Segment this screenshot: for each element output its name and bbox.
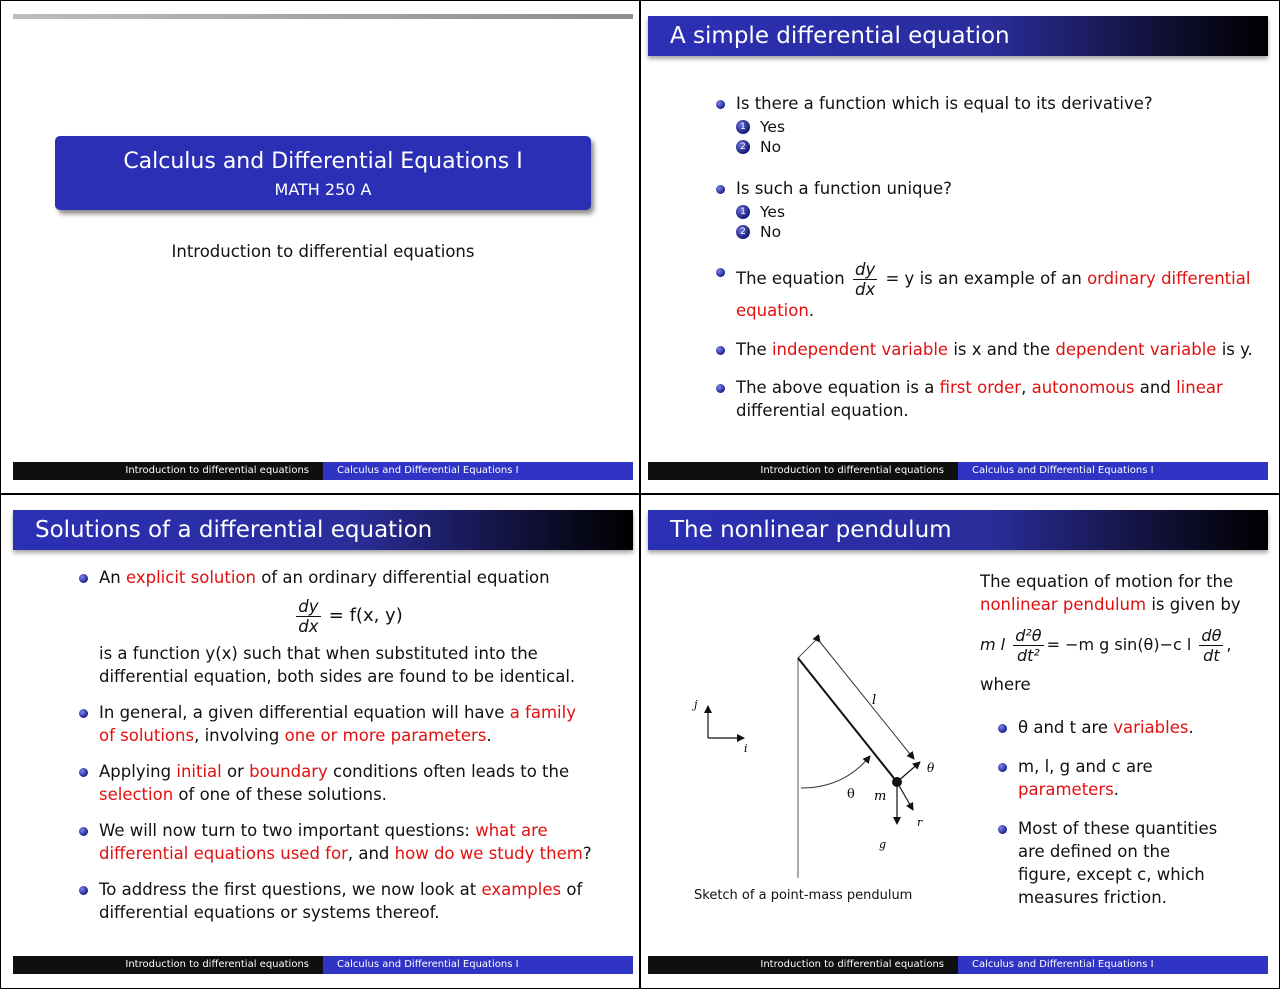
title-block xyxy=(55,136,591,210)
bullet-item xyxy=(714,376,1254,422)
number-badge: 2 xyxy=(736,225,750,239)
text: = y xyxy=(885,269,915,288)
text: We will now turn to two important questions: xyxy=(99,821,470,840)
highlight: nonlinear pendulum xyxy=(980,595,1147,614)
intro-text xyxy=(980,570,1270,616)
highlight: what are differential equations used for xyxy=(99,821,548,863)
slide-title xyxy=(13,6,633,486)
question-1: Is there a function which is equal to its derivative? xyxy=(736,94,1153,113)
text: Applying xyxy=(99,762,172,781)
footer-left: Introduction to differential equations xyxy=(648,462,958,480)
number-badge: 2 xyxy=(736,140,750,154)
bullet-item xyxy=(77,760,597,806)
option-item xyxy=(736,222,1254,242)
figure-caption: Sketch of a point-mass pendulum xyxy=(694,888,913,903)
course-code: MATH 250 A xyxy=(274,180,372,199)
text: . xyxy=(808,301,815,320)
footer-left: Introduction to differential equations xyxy=(13,462,323,480)
highlight: linear xyxy=(1176,378,1223,397)
text: An xyxy=(99,568,121,587)
right-column xyxy=(980,570,1270,909)
highlight: autonomous xyxy=(1031,378,1135,397)
bullet-item xyxy=(996,716,1226,739)
footer xyxy=(648,462,1268,480)
footer xyxy=(648,956,1268,974)
highlight: ordinary differential equation xyxy=(736,269,1251,320)
highlight: variables xyxy=(1113,718,1189,737)
text: of an ordinary differential equation xyxy=(261,568,550,587)
highlight: dependent variable xyxy=(1055,340,1217,359)
text: . xyxy=(1113,780,1119,799)
footer xyxy=(13,462,633,480)
slide-solutions xyxy=(13,500,633,980)
text: In general, a given differential equation will have xyxy=(99,703,505,722)
label-theta: θ xyxy=(847,787,855,802)
text: is given by xyxy=(1151,595,1241,614)
denominator: dx xyxy=(298,617,319,636)
footer-left: Introduction to differential equations xyxy=(13,956,323,974)
text: is an example of an xyxy=(919,269,1082,288)
text: m, l, g and c are xyxy=(1018,757,1153,776)
bullet-item xyxy=(714,260,1254,322)
highlight: first order xyxy=(939,378,1022,397)
text: , and xyxy=(347,844,390,863)
footer-right: Calculus and Differential Equations I xyxy=(323,956,633,974)
bullet-list xyxy=(714,92,1254,422)
highlight: parameters xyxy=(1018,780,1114,799)
length-dimension xyxy=(820,642,914,759)
footer-left: Introduction to differential equations xyxy=(648,956,958,974)
text: of one of these solutions. xyxy=(178,785,387,804)
slide-simple-de xyxy=(648,6,1268,486)
bullet-item xyxy=(77,701,597,747)
highlight: how do we study them xyxy=(394,844,583,863)
slide-title: Solutions of a differential equation xyxy=(13,510,633,550)
bullet-item xyxy=(77,878,597,924)
slide-title: The nonlinear pendulum xyxy=(648,510,1268,550)
bullet-list xyxy=(77,566,597,924)
text: or xyxy=(226,762,244,781)
text: conditions often leads to the xyxy=(333,762,570,781)
bullet-item xyxy=(714,177,1254,242)
label-l: l xyxy=(872,693,877,708)
text: The equation of motion for the xyxy=(980,572,1234,591)
highlight: independent variable xyxy=(771,340,949,359)
text: and xyxy=(1139,378,1171,397)
option-item xyxy=(736,202,1254,222)
bullet-item xyxy=(714,92,1254,157)
text: , involving xyxy=(194,726,280,745)
label-g: g xyxy=(879,838,887,851)
option-item xyxy=(736,117,1254,137)
highlight: initial xyxy=(176,762,222,781)
highlight: examples xyxy=(481,880,562,899)
label-i: i xyxy=(744,742,748,755)
pendulum-figure xyxy=(684,628,984,878)
footer-right: Calculus and Differential Equations I xyxy=(958,956,1268,974)
text: differential equation. xyxy=(736,401,909,420)
denominator: dx xyxy=(854,280,876,299)
text: of differential equations or systems thereof. xyxy=(99,880,583,922)
presentation-title: Calculus and Differential Equations I xyxy=(123,149,523,174)
question-2: Is such a function unique? xyxy=(736,179,952,198)
horizontal-divider xyxy=(0,493,1280,495)
equation-mid: = −m g sin(θ)−c l xyxy=(1046,635,1192,654)
text: To address the first questions, we now look at xyxy=(99,880,477,899)
text: The xyxy=(736,340,767,359)
highlight: explicit solution xyxy=(126,568,256,587)
equation xyxy=(99,597,597,636)
number-badge: 1 xyxy=(736,205,750,219)
label-r: r xyxy=(917,816,923,829)
angle-arc xyxy=(801,756,870,788)
numerator: dθ xyxy=(1201,626,1222,645)
slide-pendulum xyxy=(648,500,1268,980)
text: . xyxy=(486,726,492,745)
highlight: a family of solutions xyxy=(99,703,576,745)
label-j: j xyxy=(694,698,698,711)
highlight: selection xyxy=(99,785,174,804)
fraction xyxy=(1199,626,1223,665)
highlight: one or more parameters xyxy=(284,726,487,745)
footer-right: Calculus and Differential Equations I xyxy=(958,462,1268,480)
numbered-list xyxy=(736,117,1254,157)
bullet-item xyxy=(996,755,1226,801)
label-theta-vector: θ xyxy=(927,761,935,775)
text: ? xyxy=(582,844,592,863)
text: , xyxy=(1226,635,1232,654)
numerator: dy xyxy=(854,260,876,279)
bullet-list xyxy=(996,716,1226,909)
slide-title: A simple differential equation xyxy=(648,16,1268,56)
presentation-subtitle: Introduction to differential equations xyxy=(171,242,475,261)
denominator: dt² xyxy=(1016,646,1040,665)
label-m: m xyxy=(874,789,887,804)
option-label: Yes xyxy=(760,118,786,136)
where-text: where xyxy=(980,675,1031,694)
bullet-item xyxy=(996,817,1226,909)
equation-of-motion xyxy=(980,626,1270,665)
text: is y. xyxy=(1221,340,1253,359)
text: The equation xyxy=(736,269,845,288)
text: is a function y(x) such that when substituted into the differential equation, both sides are found to be identical. xyxy=(99,644,576,686)
fraction xyxy=(1013,626,1043,665)
footer xyxy=(13,956,633,974)
equation-lhs: m l xyxy=(980,635,1006,654)
number-badge: 1 xyxy=(736,120,750,134)
highlight: boundary xyxy=(249,762,328,781)
text: is x and the xyxy=(953,340,1051,359)
footer-right: Calculus and Differential Equations I xyxy=(323,462,633,480)
equation-rhs: = f(x, y) xyxy=(328,605,403,626)
denominator: dt xyxy=(1203,646,1220,665)
bullet-item xyxy=(77,566,597,688)
fraction xyxy=(296,597,320,636)
text: The above equation is a xyxy=(736,378,935,397)
fraction xyxy=(853,260,877,299)
option-label: Yes xyxy=(760,203,786,221)
r-vector xyxy=(897,782,913,810)
text: θ and t are xyxy=(1018,718,1109,737)
numbered-list xyxy=(736,202,1254,242)
text: . xyxy=(1188,718,1194,737)
theta-vector xyxy=(897,762,920,782)
pivot-line xyxy=(798,636,820,658)
numerator: d²θ xyxy=(1015,626,1042,645)
text: Most of these quantities are defined on the figure, except c, which measures friction. xyxy=(1018,819,1218,907)
bullet-item xyxy=(77,819,597,865)
option-label: No xyxy=(760,223,782,241)
option-label: No xyxy=(760,138,782,156)
option-item xyxy=(736,137,1254,157)
top-stripe xyxy=(13,14,633,19)
bullet-item xyxy=(714,338,1254,361)
numerator: dy xyxy=(298,597,319,616)
text: , xyxy=(1021,378,1027,397)
